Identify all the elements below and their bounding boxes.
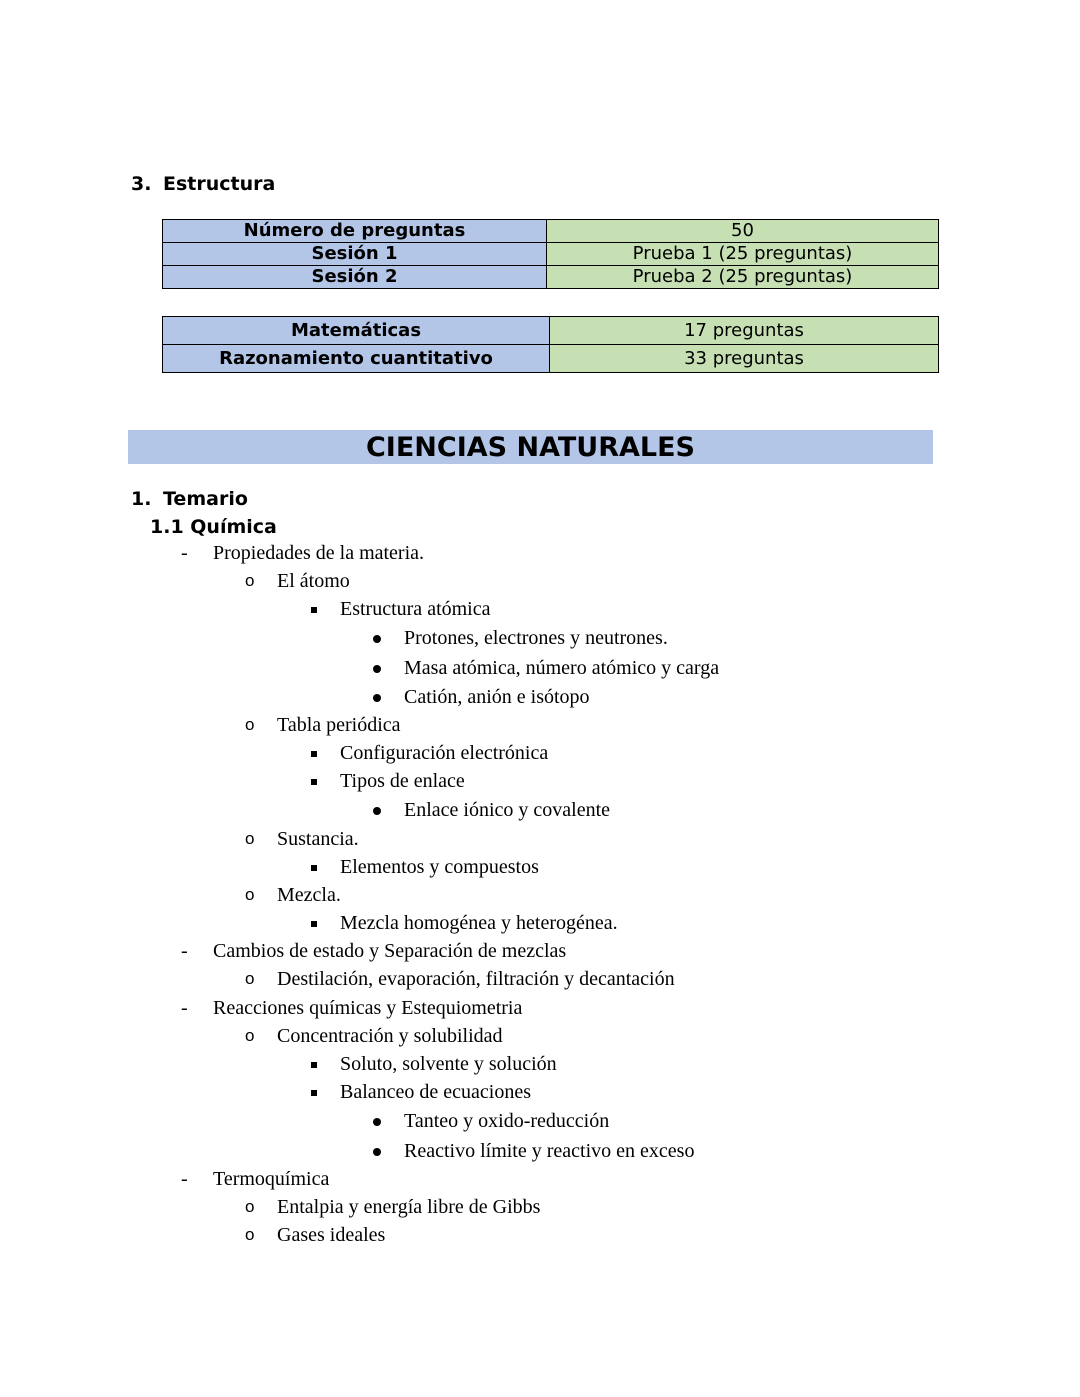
- list-item: Protones, electrones y neutrones.: [404, 627, 668, 649]
- section-number: 3.: [131, 173, 152, 195]
- list-item: Concentración y solubilidad: [277, 1025, 503, 1047]
- list-item: Destilación, evaporación, filtración y decantación: [277, 968, 675, 990]
- dash-bullet-icon: -: [181, 997, 188, 1019]
- circle-bullet-icon: o: [245, 571, 255, 590]
- list-item: Mezcla homogénea y heterogénea.: [340, 912, 618, 934]
- table-label: Sesión 2: [163, 266, 547, 289]
- structure-table: [162, 219, 939, 289]
- list-item: Tipos de enlace: [340, 770, 465, 792]
- list-item: Balanceo de ecuaciones: [340, 1081, 532, 1103]
- square-bullet-icon: [311, 751, 317, 757]
- circle-bullet-icon: o: [245, 715, 255, 734]
- table-label: Razonamiento cuantitativo: [163, 345, 550, 373]
- square-bullet-icon: [311, 779, 317, 785]
- dash-bullet-icon: -: [181, 1168, 188, 1190]
- circle-bullet-icon: o: [245, 1197, 255, 1216]
- list-item: Propiedades de la materia.: [213, 542, 425, 564]
- temario-number: 1.: [131, 488, 152, 510]
- list-item: Tanteo y oxido-reducción: [404, 1110, 610, 1132]
- square-bullet-icon: [311, 865, 317, 871]
- dot-bullet-icon: [373, 1118, 381, 1126]
- table-value: 17 preguntas: [550, 317, 939, 345]
- dot-bullet-icon: [373, 635, 381, 643]
- circle-bullet-icon: o: [245, 885, 255, 904]
- temario-heading: Temario: [163, 488, 248, 510]
- list-item: Tabla periódica: [277, 714, 401, 736]
- dot-bullet-icon: [373, 694, 381, 702]
- circle-bullet-icon: o: [245, 829, 255, 848]
- table-row: [163, 220, 939, 243]
- section-heading: Estructura: [163, 173, 276, 195]
- list-item: Soluto, solvente y solución: [340, 1053, 557, 1075]
- table-row: [163, 243, 939, 266]
- list-item: El átomo: [277, 570, 350, 592]
- list-item: Configuración electrónica: [340, 742, 549, 764]
- table-label: Sesión 1: [163, 243, 547, 266]
- list-item: Masa atómica, número atómico y carga: [404, 657, 720, 679]
- table-row: [163, 266, 939, 289]
- subheading-quimica: 1.1 Química: [150, 516, 277, 538]
- dash-bullet-icon: -: [181, 940, 188, 962]
- table-value: 33 preguntas: [550, 345, 939, 373]
- circle-bullet-icon: o: [245, 1026, 255, 1045]
- list-item: Entalpia y energía libre de Gibbs: [277, 1196, 541, 1218]
- dot-bullet-icon: [373, 665, 381, 673]
- list-item: Elementos y compuestos: [340, 856, 539, 878]
- circle-bullet-icon: o: [245, 969, 255, 988]
- dot-bullet-icon: [373, 807, 381, 815]
- list-item: Estructura atómica: [340, 598, 491, 620]
- square-bullet-icon: [311, 1090, 317, 1096]
- square-bullet-icon: [311, 607, 317, 613]
- circle-bullet-icon: o: [245, 1225, 255, 1244]
- dot-bullet-icon: [373, 1148, 381, 1156]
- square-bullet-icon: [311, 921, 317, 927]
- square-bullet-icon: [311, 1062, 317, 1068]
- table-row: [163, 317, 939, 345]
- section-banner: CIENCIAS NATURALES: [128, 430, 933, 464]
- list-item: Mezcla.: [277, 884, 341, 906]
- table-value: Prueba 1 (25 preguntas): [547, 243, 939, 266]
- table-row: [163, 345, 939, 373]
- list-item: Reacciones químicas y Estequiometria: [213, 997, 523, 1019]
- list-item: Sustancia.: [277, 828, 359, 850]
- table-label: Número de preguntas: [163, 220, 547, 243]
- dash-bullet-icon: -: [181, 542, 188, 564]
- table-value: Prueba 2 (25 preguntas): [547, 266, 939, 289]
- list-item: Catión, anión e isótopo: [404, 686, 590, 708]
- list-item: Enlace iónico y covalente: [404, 799, 611, 821]
- table-value: 50: [547, 220, 939, 243]
- list-item: Reactivo límite y reactivo en exceso: [404, 1140, 695, 1162]
- list-item: Termoquímica: [213, 1168, 330, 1190]
- list-item: Gases ideales: [277, 1224, 386, 1246]
- table-label: Matemáticas: [163, 317, 550, 345]
- list-item: Cambios de estado y Separación de mezclas: [213, 940, 567, 962]
- subject-table: [162, 316, 939, 373]
